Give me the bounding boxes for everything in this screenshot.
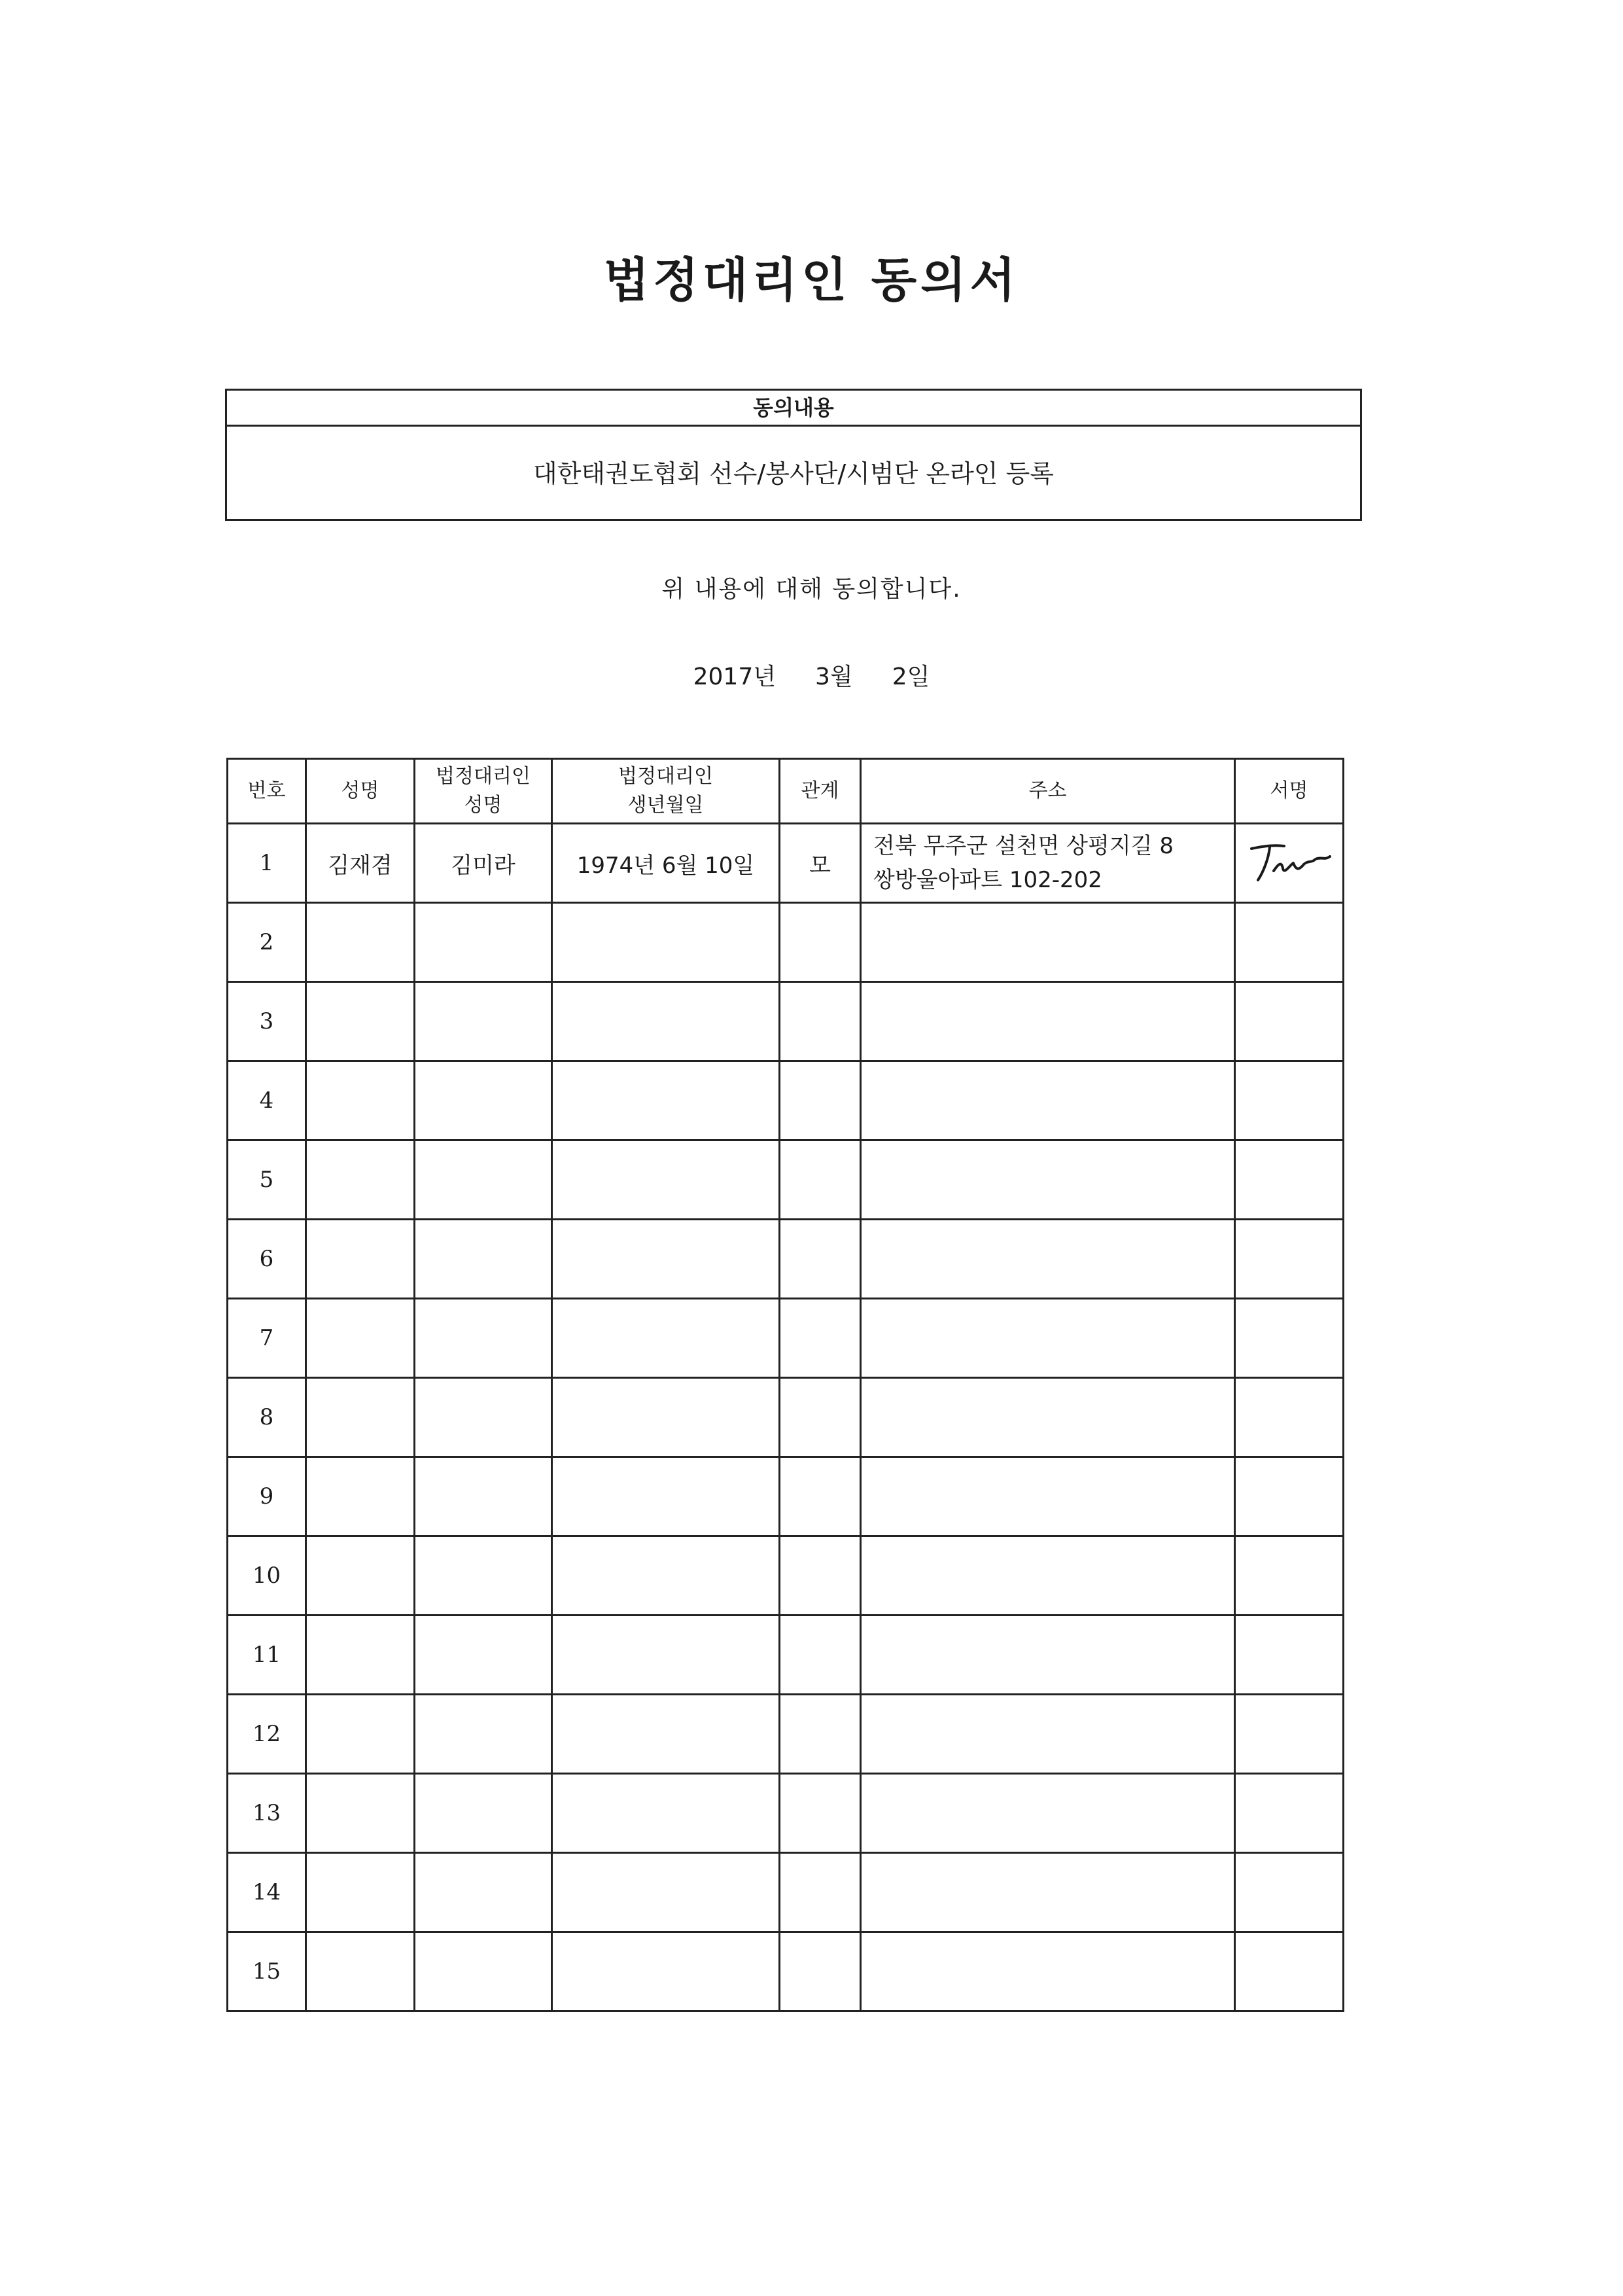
cell-signature	[1235, 1061, 1344, 1140]
cell-name: 김재겸	[306, 824, 415, 903]
cell-name	[306, 1299, 415, 1378]
cell-guardian-birth: 1974년 6월 10일	[552, 824, 780, 903]
table-row	[228, 1616, 1344, 1695]
cell-no: 13	[228, 1774, 306, 1853]
cell-relation	[780, 1774, 861, 1853]
cell-no: 15	[228, 1932, 306, 2011]
cell-address	[861, 1616, 1235, 1695]
signature-mark	[1244, 837, 1335, 889]
cell-guardian-name	[415, 1140, 552, 1220]
date-year: 2017년	[693, 663, 777, 690]
agree-statement: 위 내용에 대해 동의합니다.	[661, 576, 962, 603]
table-row	[228, 1536, 1344, 1616]
cell-guardian-name	[415, 1220, 552, 1299]
cell-guardian-birth	[552, 1457, 780, 1536]
header-address: 주소	[861, 759, 1235, 824]
date-month: 3월	[815, 663, 853, 690]
cell-guardian-birth	[552, 1695, 780, 1774]
cell-address	[861, 903, 1235, 982]
cell-signature	[1235, 903, 1344, 982]
cell-guardian-name	[415, 1299, 552, 1378]
guardian-table	[226, 758, 1344, 2012]
cell-signature	[1235, 1140, 1344, 1220]
cell-guardian-birth	[552, 1220, 780, 1299]
consent-box	[225, 389, 1362, 521]
cell-relation	[780, 982, 861, 1061]
cell-guardian-birth	[552, 1536, 780, 1616]
table-header-row	[228, 759, 1344, 824]
cell-signature	[1235, 1457, 1344, 1536]
cell-address	[861, 1220, 1235, 1299]
table-row	[228, 1061, 1344, 1140]
cell-guardian-name	[415, 1695, 552, 1774]
cell-name	[306, 1853, 415, 1932]
cell-guardian-birth	[552, 1378, 780, 1457]
date-day: 2일	[892, 663, 930, 690]
cell-name	[306, 1616, 415, 1695]
cell-no: 12	[228, 1695, 306, 1774]
cell-guardian-birth	[552, 1140, 780, 1220]
table-row	[228, 982, 1344, 1061]
cell-relation: 모	[780, 824, 861, 903]
cell-address	[861, 824, 1235, 903]
cell-guardian-name	[415, 1378, 552, 1457]
cell-signature	[1235, 1378, 1344, 1457]
cell-signature	[1235, 824, 1344, 903]
cell-relation	[780, 1932, 861, 2011]
cell-guardian-name	[415, 1457, 552, 1536]
table-row	[228, 1140, 1344, 1220]
cell-name	[306, 1457, 415, 1536]
date-line	[0, 658, 1623, 692]
cell-name	[306, 1774, 415, 1853]
header-signature: 서명	[1235, 759, 1344, 824]
cell-guardian-name	[415, 903, 552, 982]
table-row	[228, 903, 1344, 982]
table-row	[228, 1457, 1344, 1536]
cell-no: 4	[228, 1061, 306, 1140]
cell-guardian-birth	[552, 1616, 780, 1695]
header-no: 번호	[228, 759, 306, 824]
header-relation: 관계	[780, 759, 861, 824]
cell-signature	[1235, 1695, 1344, 1774]
cell-no: 2	[228, 903, 306, 982]
cell-address	[861, 1695, 1235, 1774]
address-line-2: 쌍방울아파트 102-202	[873, 867, 1102, 893]
cell-guardian-name	[415, 1536, 552, 1616]
table-row	[228, 1695, 1344, 1774]
cell-guardian-birth	[552, 1932, 780, 2011]
cell-signature	[1235, 1536, 1344, 1616]
table-row	[228, 1774, 1344, 1853]
cell-no: 9	[228, 1457, 306, 1536]
table-row	[228, 1853, 1344, 1932]
cell-relation	[780, 1616, 861, 1695]
cell-relation	[780, 1299, 861, 1378]
cell-no: 6	[228, 1220, 306, 1299]
header-name: 성명	[306, 759, 415, 824]
cell-guardian-birth	[552, 903, 780, 982]
cell-address	[861, 1853, 1235, 1932]
cell-signature	[1235, 982, 1344, 1061]
cell-signature	[1235, 1299, 1344, 1378]
cell-guardian-name	[415, 1774, 552, 1853]
cell-relation	[780, 1378, 861, 1457]
cell-address	[861, 982, 1235, 1061]
cell-guardian-birth	[552, 1774, 780, 1853]
cell-no: 1	[228, 824, 306, 903]
cell-relation	[780, 1220, 861, 1299]
cell-guardian-birth	[552, 1853, 780, 1932]
cell-guardian-birth	[552, 1299, 780, 1378]
cell-relation	[780, 1061, 861, 1140]
cell-address	[861, 1061, 1235, 1140]
cell-guardian-name	[415, 1061, 552, 1140]
cell-guardian-name	[415, 1853, 552, 1932]
cell-name	[306, 982, 415, 1061]
cell-relation	[780, 1695, 861, 1774]
cell-address	[861, 1378, 1235, 1457]
cell-address	[861, 1140, 1235, 1220]
cell-signature	[1235, 1220, 1344, 1299]
cell-guardian-name	[415, 1616, 552, 1695]
consent-heading: 동의내용	[227, 391, 1360, 427]
cell-address	[861, 1299, 1235, 1378]
header-guardian-name: 법정대리인 성명	[415, 759, 552, 824]
cell-name	[306, 1140, 415, 1220]
cell-guardian-name	[415, 982, 552, 1061]
table-row	[228, 1299, 1344, 1378]
table-row	[228, 1932, 1344, 2011]
cell-name	[306, 1932, 415, 2011]
cell-no: 7	[228, 1299, 306, 1378]
cell-address	[861, 1457, 1235, 1536]
cell-guardian-name: 김미라	[415, 824, 552, 903]
cell-address	[861, 1932, 1235, 2011]
cell-no: 10	[228, 1536, 306, 1616]
header-guardian-birth: 법정대리인 생년월일	[552, 759, 780, 824]
cell-name	[306, 1536, 415, 1616]
table-row	[228, 1220, 1344, 1299]
cell-name	[306, 1378, 415, 1457]
cell-guardian-birth	[552, 1061, 780, 1140]
table-row	[228, 1378, 1344, 1457]
table-row	[228, 824, 1344, 903]
cell-signature	[1235, 1616, 1344, 1695]
cell-name	[306, 903, 415, 982]
cell-signature	[1235, 1932, 1344, 2011]
cell-relation	[780, 1457, 861, 1536]
cell-signature	[1235, 1774, 1344, 1853]
cell-relation	[780, 1140, 861, 1220]
cell-signature	[1235, 1853, 1344, 1932]
document-title: 법정대리인 동의서	[603, 253, 1020, 308]
cell-no: 5	[228, 1140, 306, 1220]
cell-guardian-birth	[552, 982, 780, 1061]
cell-address	[861, 1774, 1235, 1853]
address-line-1: 전북 무주군 설천면 상평지길 8	[873, 833, 1174, 859]
cell-name	[306, 1695, 415, 1774]
consent-content: 대한태권도협회 선수/봉사단/시범단 온라인 등록	[532, 459, 1054, 488]
cell-name	[306, 1220, 415, 1299]
cell-no: 14	[228, 1853, 306, 1932]
cell-address	[861, 1536, 1235, 1616]
cell-no: 8	[228, 1378, 306, 1457]
cell-no: 3	[228, 982, 306, 1061]
cell-relation	[780, 1536, 861, 1616]
cell-relation	[780, 903, 861, 982]
cell-relation	[780, 1853, 861, 1932]
cell-name	[306, 1061, 415, 1140]
cell-guardian-name	[415, 1932, 552, 2011]
cell-no: 11	[228, 1616, 306, 1695]
